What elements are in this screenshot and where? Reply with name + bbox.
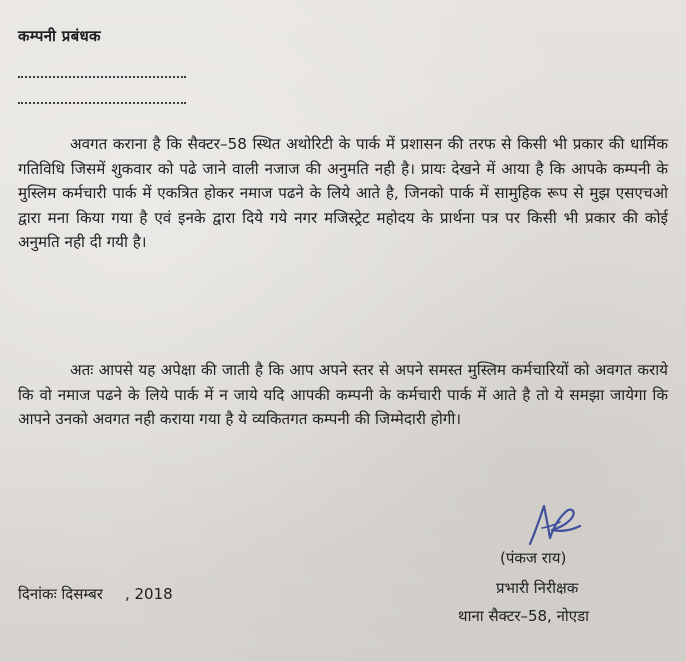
date-line [18,584,173,604]
address-blank-line-2 [18,102,186,104]
signatory-name: (पंकज राय) [500,549,567,567]
addressee-heading: कम्पनी प्रबंधक [18,27,101,45]
date-year: , 2018 [124,585,173,603]
body-paragraph-2 [18,358,668,432]
body-paragraph-1-text: अवगत कराना है कि सैक्टर–58 स्थित अथोरिटी के पार्क में प्रशासन की तरफ से किसी भी प्रकार की धार्मिक गतिविधि जिसमें शुकवार को पढे जाने वाली नजाज की अनुमति नही है। प्रायः देखने में आया है कि आपके कम्पनी के मुस्लिम कर्मचारी पार्क में एकत्रित होकर नमाज पढने के लिये आते है, जिनको पार्क में सामुहिक रूप से मुझ एसएचओ द्वारा मना किया गया है एवं इनके द्वारा दिये गये नगर मजिस्ट्रेट महोदय के प्रार्थना पत्र पर किसी भी प्रकार की कोई अनुमति नही दी गयी है। [18,135,668,251]
signatory-designation: प्रभारी निरीक्षक [496,579,579,597]
body-paragraph-2-text: अतः आपसे यह अपेक्षा की जाती है कि आप अपने स्तर से अपने समस्त मुस्लिम कर्मचारियों को अवगत कराये कि वो नमाज पढने के लिये पार्क में न जाये यदि आपकी कम्पनी के कर्मचारी पार्क में आते है तो ये समझा जायेगा कि आपने उनको अवगत नही कराया गया है ये व्यकितगत कम्पनी की जिम्मेदारी होगी। [18,361,668,428]
signatory-station: थाना सैक्टर–58, नोएडा [458,607,589,625]
body-paragraph-1 [18,132,668,255]
handwritten-signature [522,500,582,548]
address-blank-line-1 [18,76,186,78]
date-label: दिनांकः दिसम्बर [18,585,103,603]
